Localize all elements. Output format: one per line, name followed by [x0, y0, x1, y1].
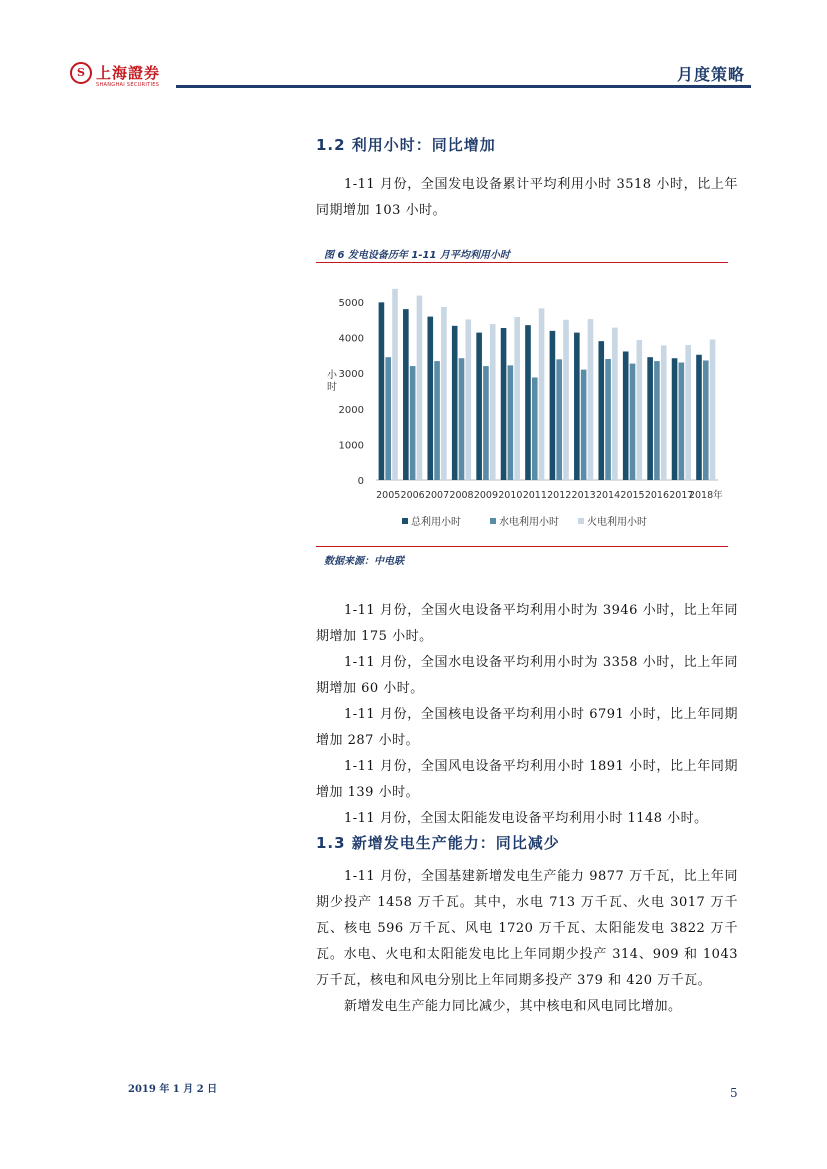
bar	[514, 317, 520, 480]
bar	[581, 370, 587, 480]
paragraph	[316, 598, 738, 650]
legend-swatch	[490, 518, 496, 524]
legend-swatch	[578, 518, 584, 524]
bar	[466, 319, 472, 480]
paragraph-text: 1-11 月份，全国火电设备平均利用小时为 3946 小时，比上年同期增加 175 小时。	[316, 603, 738, 644]
bar	[427, 317, 433, 480]
bar	[459, 358, 465, 480]
bar	[623, 351, 629, 480]
bar	[532, 377, 538, 480]
paragraph	[316, 806, 738, 832]
header-title: 月度策略	[676, 65, 745, 84]
bar	[696, 355, 702, 480]
bar	[403, 309, 409, 480]
y-tick-label: 5000	[338, 298, 364, 309]
bar	[490, 324, 496, 480]
header-divider	[176, 85, 751, 88]
y-axis-label: 小	[327, 370, 337, 381]
y-tick-label: 4000	[338, 333, 364, 345]
paragraph-block	[316, 598, 738, 832]
legend-label: 水电利用小时	[499, 517, 559, 528]
x-tick-label: 2016	[644, 490, 670, 501]
bar	[703, 360, 709, 480]
paragraph	[316, 994, 738, 1020]
section-title-1-3: 1.3 新增发电生产能力：同比减少	[316, 834, 560, 852]
bar	[588, 319, 594, 480]
bar	[654, 361, 660, 480]
y-tick-label: 1000	[338, 440, 364, 452]
footer-date: 2019 年 1 月 2 日	[128, 1084, 218, 1095]
y-axis-label: 时	[327, 382, 337, 393]
bar	[672, 358, 678, 480]
paragraph	[316, 650, 738, 702]
paragraph	[316, 754, 738, 806]
bar	[441, 307, 447, 480]
utilization-hours-chart	[316, 268, 728, 544]
legend-swatch	[402, 518, 408, 524]
page-number: 5	[730, 1086, 738, 1100]
legend-label: 火电利用小时	[587, 517, 647, 528]
bar	[452, 326, 458, 480]
bar	[661, 345, 667, 480]
y-tick-label: 3000	[338, 369, 364, 381]
bar	[556, 359, 562, 480]
figure-rule-top	[316, 262, 728, 263]
paragraph	[316, 172, 738, 224]
bar	[379, 302, 385, 480]
x-tick-label: 2007	[424, 490, 450, 501]
bar	[563, 320, 569, 480]
x-tick-label: 2014	[595, 490, 621, 501]
bar	[605, 359, 611, 480]
figure-caption: 图 6 发电设备历年 1-11 月平均利用小时	[324, 250, 510, 261]
paragraph-text: 1-11 月份，全国风电设备平均利用小时 1891 小时，比上年同期增加 139 小时。	[316, 759, 738, 800]
figure-rule-bottom	[316, 546, 728, 547]
bar	[630, 364, 636, 480]
bar	[612, 328, 618, 480]
bar	[501, 328, 507, 480]
logo-subtitle: SHANGHAI SECURITIES	[96, 82, 160, 88]
bar	[476, 333, 482, 480]
x-tick-label: 2017	[669, 490, 694, 501]
bar	[539, 308, 545, 480]
figure-source: 数据来源：中电联	[324, 556, 404, 567]
x-tick-label: 2009	[473, 490, 499, 501]
bar	[679, 363, 685, 480]
bar	[392, 289, 398, 480]
paragraph-text: 新增发电生产能力同比减少，其中核电和风电同比增加。	[344, 999, 682, 1014]
x-tick-label: 2010	[498, 490, 523, 501]
y-tick-label: 0	[357, 476, 364, 487]
bar	[685, 345, 691, 480]
paragraph	[316, 864, 738, 994]
bar	[598, 341, 604, 480]
company-logo	[66, 60, 176, 94]
bar	[434, 361, 440, 480]
x-tick-label: 2015	[620, 490, 645, 501]
x-tick-label: 2006	[400, 490, 425, 501]
bar	[508, 365, 514, 480]
bar	[385, 357, 391, 480]
paragraph-block	[316, 864, 738, 1020]
x-tick-label: 2008	[449, 490, 474, 501]
bar	[710, 340, 716, 480]
x-tick-label: 2005	[376, 490, 401, 501]
paragraph-text: 1-11 月份，全国太阳能发电设备平均利用小时 1148 小时。	[344, 811, 708, 826]
bar	[647, 357, 653, 480]
x-tick-label: 2018年	[688, 490, 723, 501]
bar	[410, 366, 416, 480]
x-tick-label: 2011	[522, 490, 547, 501]
logo-text: 上海證券	[96, 64, 161, 82]
bar	[483, 366, 489, 480]
paragraph-text: 1-11 月份，全国发电设备累计平均利用小时 3518 小时，比上年同期增加 103 小时。	[316, 177, 738, 218]
logo-seal-icon: S	[70, 62, 92, 84]
paragraph-text: 1-11 月份，全国水电设备平均利用小时为 3358 小时，比上年同期增加 60 小时。	[316, 655, 738, 696]
x-tick-label: 2013	[571, 490, 596, 501]
bar	[550, 331, 556, 480]
x-tick-label: 2012	[547, 490, 572, 501]
paragraph	[316, 702, 738, 754]
bar	[525, 325, 531, 480]
legend-label: 总利用小时	[411, 517, 461, 528]
bar	[574, 333, 580, 480]
paragraph-text: 1-11 月份，全国核电设备平均利用小时 6791 小时，比上年同期增加 287 小时。	[316, 707, 738, 748]
paragraph-text: 1-11 月份，全国基建新增发电生产能力 9877 万千瓦，比上年同期少投产 1458 万千瓦。其中，水电 713 万千瓦、火电 3017 万千瓦、核电 596 万千瓦、风电 1720 万千瓦、太阳能发电 3822 万千瓦。水电、火电和太阳能发电比上年同期少投产 314、909 和 1043 万千瓦，核电和风电分别比上年同期多投产 379 和 420 万千瓦。	[316, 869, 738, 988]
section-title-1-2: 1.2 利用小时：同比增加	[316, 136, 496, 154]
y-tick-label: 2000	[338, 404, 364, 416]
bar	[637, 340, 643, 480]
bar	[417, 296, 423, 480]
